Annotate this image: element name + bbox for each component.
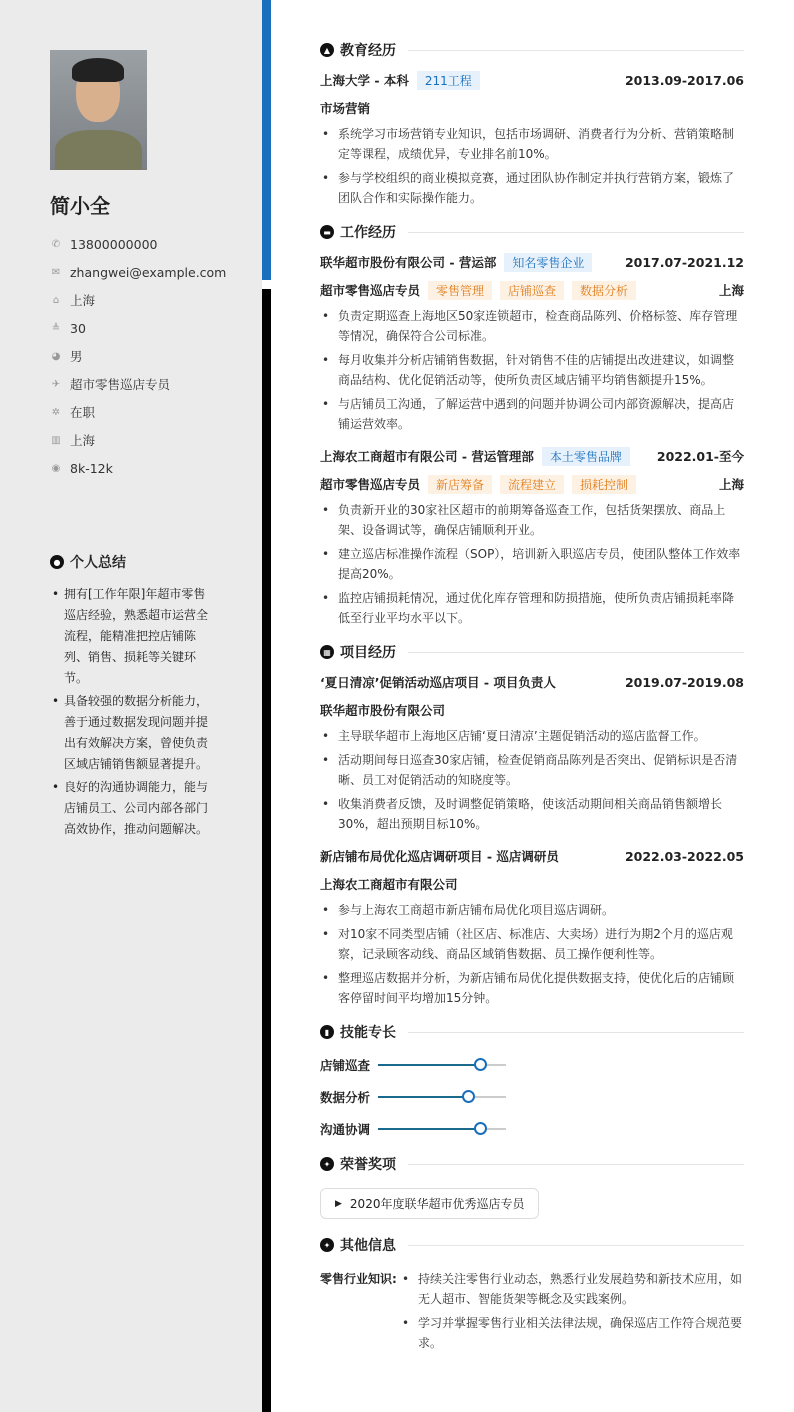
- summary-section: [50, 552, 215, 842]
- school-tag: 211工程: [417, 71, 480, 90]
- date: 2013.09-2017.06: [624, 72, 744, 88]
- section-title: 荣誉奖项: [340, 1157, 396, 1173]
- skill-tag: 店铺巡查: [500, 281, 564, 300]
- grid-icon: ▦: [320, 645, 334, 659]
- project-name: 新店铺布局优化巡店调研项目 - 巡店调研员: [320, 849, 559, 864]
- project-org: 上海农工商超市有限公司: [320, 877, 458, 892]
- graduation-cap-icon: ▲: [320, 43, 334, 57]
- major: 市场营销: [320, 101, 371, 116]
- role: 超市零售巡店专员: [320, 477, 421, 492]
- summary-item: • 良好的沟通协调能力，能与店铺员工、公司内部各部门高效协作，推动问题解决。: [50, 777, 215, 840]
- bullet-item: • 主导联华超市上海地区店铺‘夏日清凉’主题促销活动的巡店监督工作。: [320, 726, 744, 746]
- bullet-item: • 监控店铺损耗情况，通过优化库存管理和防损措施，使所负责店铺损耗率降低至行业平均水平以下。: [320, 588, 744, 628]
- skill-name: 店铺巡查: [320, 1058, 371, 1073]
- award-text: 2020年度联华超市优秀巡店专员: [349, 1197, 525, 1211]
- info-icon: ✦: [320, 1238, 334, 1252]
- info-row: [50, 454, 226, 482]
- contact-info: [50, 230, 226, 482]
- status-icon: ✲: [51, 406, 61, 418]
- bullet-item: • 负责新开业的30家社区超市的前期筹备巡查工作，包括货架摆放、商品上架、设备调试等，确保店铺顺利开业。: [320, 500, 744, 540]
- date: 2017.07-2021.12: [624, 254, 744, 270]
- skill-tag: 新店筹备: [428, 475, 492, 494]
- bullet-item: • 学习并掌握零售行业相关法律法规，确保巡店工作符合规范要求。: [400, 1313, 744, 1353]
- profile-name: 简小全: [50, 194, 110, 218]
- bullet-item: • 对10家不同类型店铺（社区店、标准店、大卖场）进行为期2个月的巡店观察，记录顾客动线、商品区域销售数据、员工操作便利性等。: [320, 924, 744, 964]
- project-name: ‘夏日清凉’促销活动巡店项目 - 项目负责人: [320, 675, 556, 690]
- info-text: zhangwei@example.com: [70, 264, 227, 280]
- bullet-item: • 收集消费者反馈，及时调整促销策略，使该活动期间相关商品销售额增长30%，超出预期目标10%。: [320, 794, 744, 834]
- company-tag: 知名零售企业: [504, 253, 592, 272]
- info-text: 8k-12k: [70, 460, 113, 476]
- date: 2019.07-2019.08: [624, 674, 744, 690]
- skill-tag: 流程建立: [500, 475, 564, 494]
- role: 超市零售巡店专员: [320, 283, 421, 298]
- company: 上海农工商超市有限公司 - 营运管理部: [320, 449, 534, 464]
- bullet-item: • 参与上海农工商超市新店铺布局优化项目巡店调研。: [320, 900, 744, 920]
- bullet-item: • 持续关注零售行业动态，熟悉行业发展趋势和新技术应用，如无人超市、智能货架等概念及实践案例。: [400, 1269, 744, 1309]
- skill-item: [320, 1086, 538, 1108]
- info-text: 超市零售巡店专员: [70, 377, 171, 392]
- chart-icon: ▮: [320, 1025, 334, 1039]
- info-row: [50, 286, 226, 314]
- date: 2022.03-2022.05: [624, 848, 744, 864]
- project-org: 联华超市股份有限公司: [320, 703, 446, 718]
- section-header: [320, 40, 744, 60]
- section-header: [320, 1154, 744, 1174]
- info-row: [50, 426, 226, 454]
- skill-item: [320, 1118, 538, 1140]
- summary-title: 个人总结: [70, 555, 126, 571]
- summary-item: • 具备较强的数据分析能力，善于通过数据发现问题并提出有效解决方案，曾使负责区域店铺销售额显著提升。: [50, 691, 215, 775]
- bullet-item: • 参与学校组织的商业模拟竞赛，通过团队协作制定并执行营销方案，锻炼了团队合作和实际操作能力。: [320, 168, 744, 208]
- info-text: 上海: [70, 293, 96, 308]
- summary-item: • 拥有[工作年限]年超市零售巡店经验，熟悉超市运营全流程，能精准把控店铺陈列、销售、损耗等关键环节。: [50, 584, 215, 689]
- main-content: [320, 40, 744, 1357]
- briefcase-icon: ▬: [320, 225, 334, 239]
- skill-name: 数据分析: [320, 1090, 371, 1105]
- other-label: 零售行业知识:: [320, 1272, 397, 1286]
- job-icon: ✈: [51, 378, 61, 390]
- section-title: 项目经历: [340, 645, 396, 661]
- accent-bar: [262, 0, 271, 280]
- skill-name: 沟通协调: [320, 1122, 371, 1137]
- company-tag: 本土零售品牌: [542, 447, 630, 466]
- user-icon: ●: [50, 555, 64, 569]
- info-row: [50, 398, 226, 426]
- caret-right-icon: ▶: [335, 1198, 342, 1209]
- info-row: [50, 258, 226, 286]
- bullet-item: • 每月收集并分析店铺销售数据，针对销售不佳的店铺提出改进建议，如调整商品结构、优化促销活动等，使所负责区域店铺平均销售额提升15%。: [320, 350, 744, 390]
- info-row: [50, 342, 226, 370]
- age-icon: ≜: [51, 322, 61, 334]
- section-header: [320, 222, 744, 242]
- section-header: [320, 1235, 744, 1255]
- skill-tag: 零售管理: [428, 281, 492, 300]
- salary-icon: ◉: [51, 462, 61, 474]
- city: 上海: [718, 477, 744, 492]
- city-icon: ▥: [51, 434, 61, 446]
- mail-icon: ✉: [51, 266, 61, 278]
- section-title: 工作经历: [340, 225, 396, 241]
- avatar: [50, 50, 147, 170]
- section-title: 技能专长: [340, 1025, 396, 1041]
- home-icon: ⌂: [52, 294, 60, 306]
- info-row: [50, 314, 226, 342]
- bullet-item: • 活动期间每日巡查30家店铺，检查促销商品陈列是否突出、促销标识是否清晰、员工对促销活动的知晓度等。: [320, 750, 744, 790]
- gender-icon: ◕: [51, 350, 61, 362]
- info-text: 在职: [70, 405, 96, 420]
- skill-tag: 数据分析: [572, 281, 636, 300]
- skill-slider: [378, 1064, 506, 1066]
- info-text: 上海: [70, 433, 96, 448]
- award-item[interactable]: [320, 1188, 539, 1219]
- school: 上海大学 - 本科: [320, 73, 409, 88]
- skill-item: [320, 1054, 538, 1076]
- bullet-item: • 负责定期巡查上海地区50家连锁超市，检查商品陈列、价格标签、库存管理等情况，确保符合公司标准。: [320, 306, 744, 346]
- section-header: [320, 642, 744, 662]
- divider-bar: [262, 289, 271, 1412]
- info-text: 30: [70, 320, 86, 336]
- award-icon: ✦: [320, 1157, 334, 1171]
- info-row: [50, 370, 226, 398]
- section-header: [320, 1022, 744, 1042]
- city: 上海: [718, 283, 744, 298]
- bullet-item: • 系统学习市场营销专业知识，包括市场调研、消费者行为分析、营销策略制定等课程，成绩优异，专业排名前10%。: [320, 124, 744, 164]
- bullet-item: • 建立巡店标准操作流程（SOP），培训新入职巡店专员，使团队整体工作效率提高20%。: [320, 544, 744, 584]
- company: 联华超市股份有限公司 - 营运部: [320, 255, 497, 270]
- bullet-item: • 整理巡店数据并分析，为新店铺布局优化提供数据支持，使优化后的店铺顾客停留时间平均增加15分钟。: [320, 968, 744, 1008]
- info-text: 男: [70, 349, 83, 364]
- skill-tag: 损耗控制: [572, 475, 636, 494]
- section-title: 其他信息: [340, 1238, 396, 1254]
- skill-slider: [378, 1128, 506, 1130]
- info-row: [50, 230, 226, 258]
- section-title: 教育经历: [340, 43, 396, 59]
- info-text: 13800000000: [70, 236, 158, 252]
- bullet-item: • 与店铺员工沟通，了解运营中遇到的问题并协调公司内部资源解决，提高店铺运营效率。: [320, 394, 744, 434]
- phone-icon: ✆: [51, 238, 61, 250]
- date: 2022.01-至今: [656, 449, 744, 464]
- skill-slider: [378, 1096, 506, 1098]
